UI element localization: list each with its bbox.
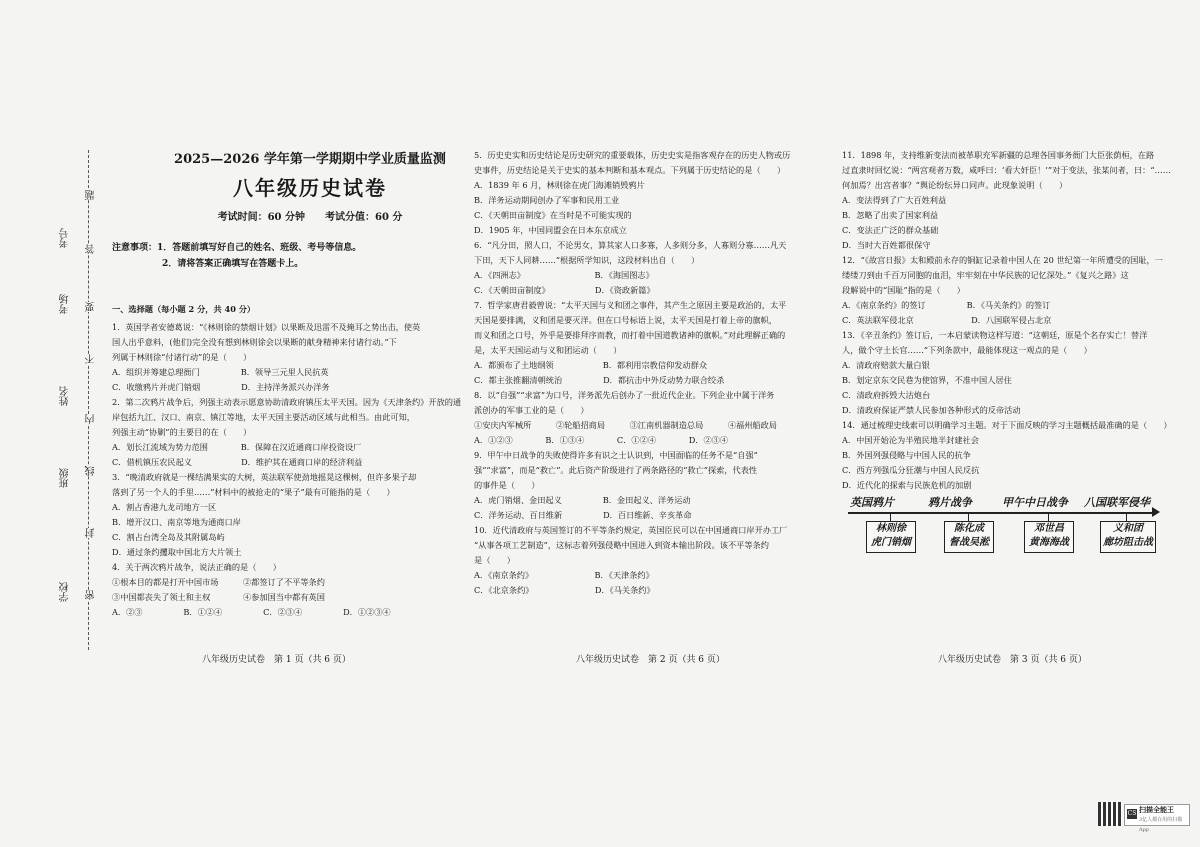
binding-label-room: 考场 bbox=[60, 294, 71, 314]
question-line: D．通过条约攫取中国北方大片领土 bbox=[112, 547, 242, 557]
column-2-lines bbox=[474, 148, 790, 597]
question-line: 下田，天下人同耕……”根据所学知识，这段材料出自（ ） bbox=[474, 255, 700, 265]
page-footer-3: 八年级历史试卷 第 3 页（共 6 页） bbox=[938, 655, 1087, 665]
section-title: 一、选择题（每小题 2 分，共 40 分） bbox=[112, 304, 256, 314]
binding-label-school: 学校 bbox=[60, 582, 71, 602]
scanner-brand: 扫描全能王 bbox=[1139, 805, 1174, 814]
question-line: A．《四洲志》 B．《海国图志》 bbox=[474, 270, 654, 280]
question-line: 列属于林则徐“付诸行动”的是（ ） bbox=[112, 352, 252, 362]
question-line: 缕缕刀到由千百万同胞的血泪，牢牢刻在中华民族的记忆深处。”《复兴之路》这 bbox=[842, 270, 1129, 280]
question-line: B．忽略了出卖了国家利益 bbox=[842, 210, 939, 220]
seal-char: 要 bbox=[86, 302, 97, 312]
question-line: B．洋务运动期间创办了军事和民用工业 bbox=[474, 195, 620, 205]
question-line: 14．通过梳理史线索可以明确学习主题。对于下面反映的学习主题概括最准确的是（ ） bbox=[842, 420, 1172, 430]
question-line: A．清政府赔款大量白银 bbox=[842, 360, 930, 370]
timeline-stem bbox=[890, 512, 891, 521]
question-line: 强”“求富”，而是“救亡”。此后资产阶级进行了两条路径的“救亡”探索，代表性 bbox=[474, 465, 758, 475]
question-line: B．划定京东交民巷为使馆界，不准中国人居住 bbox=[842, 375, 1012, 385]
exam-subtitle: 八年级历史试卷 bbox=[233, 176, 387, 200]
seal-char: 密 bbox=[86, 590, 97, 600]
question-line: C．借机镇压农民起义 D．维护其在通商口岸的经济利益 bbox=[112, 457, 363, 467]
question-line: 段解说中的“国耻”指的是（ ） bbox=[842, 285, 965, 295]
timeline-box: 义和团 廊坊阻击战 bbox=[1100, 521, 1156, 553]
question-line: C．《北京条约》 D．《马关条约》 bbox=[474, 585, 655, 595]
question-line: 而义和团之口号，外乎是要排拜序而教，而打着中国道教诸神的旗帜。”对此理解正确的 bbox=[474, 330, 786, 340]
exam-title: 2025—2026 学年第一学期期中学业质量监测 bbox=[174, 152, 446, 167]
timeline-stem bbox=[1126, 512, 1127, 521]
page-footer-1: 八年级历史试卷 第 1 页（共 6 页） bbox=[202, 655, 351, 665]
scanner-tagline: 3亿人都在用的扫描App bbox=[1139, 817, 1183, 833]
question-line: A．《南京条约》的签订 B．《马关条约》的签订 bbox=[842, 300, 1051, 310]
seal-line bbox=[88, 150, 89, 650]
notice-item: 1．答题前填写好自己的姓名、班级、考号等信息。 bbox=[157, 243, 362, 253]
timeline-box: 陈化成 督战吴淞 bbox=[944, 521, 994, 553]
question-line: 13．《辛丑条约》签订后，一本启蒙读物这样写道：“这朝廷，原是个名存实亡！替洋 bbox=[842, 330, 1148, 340]
question-line: A．变法得到了广大百姓利益 bbox=[842, 195, 947, 205]
question-line: A．②③ B．①②④ C．②③④ D．①②③④ bbox=[112, 607, 391, 617]
question-line: 11．1898 年，支持维新变法而被革职充军新疆的总理各国事务衙门大臣张荫桓，在路 bbox=[842, 150, 1155, 160]
question-line: 是（ ） bbox=[474, 555, 515, 565]
question-line: 史事件，历史结论是关于史实的基本判断和基本观点。下列属于历史结论的是（ ） bbox=[474, 165, 786, 175]
camscanner-logo-icon: CS bbox=[1127, 810, 1137, 817]
column-1 bbox=[112, 302, 461, 620]
question-line: 4．关于两次鸦片战争，说法正确的是（ ） bbox=[112, 562, 281, 572]
timeline-event: 八国联军侵华 bbox=[1084, 496, 1150, 509]
question-line: 天国是要排满，义和团是要灭洋。但在口号标语上说，太平天国是打着上帝的旗帜， bbox=[474, 315, 777, 325]
question-line: A．组织并筹建总理衙门 B．领导三元里人民抗英 bbox=[112, 367, 329, 377]
question-line: C．清政府拆毁大沽炮台 bbox=[842, 390, 931, 400]
question-line: C．《天朝田亩制度》 D．《资政新篇》 bbox=[474, 285, 655, 295]
question-line: ①安庆内军械所 ②轮船招商局 ③江南机器制造总局 ④福州船政局 bbox=[474, 420, 777, 430]
question-line: C．收缴鸦片并虎门销烟 D．主持洋务派兴办洋务 bbox=[112, 382, 330, 392]
question-line: C．《天朝田亩制度》在当时是不可能实现的 bbox=[474, 210, 632, 220]
question-line: B．外国列强侵略与中国人民的抗争 bbox=[842, 450, 971, 460]
question-line: 2．第二次鸦片战争后，列强主动表示愿意协助清政府镇压太平天国。因为《天津条约》开放的通 bbox=[112, 397, 462, 407]
question-line: 落到了另一个人的手里……”材料中的被抢走的“果子”最有可能指的是（ ） bbox=[112, 487, 395, 497]
question-line: A．《南京条约》 B．《天津条约》 bbox=[474, 570, 654, 580]
question-line: 的事件是（ ） bbox=[474, 480, 540, 490]
question-line: 9．甲午中日战争的失败使得许多有识之士认识到，中国面临的任务不是“自强” bbox=[474, 450, 758, 460]
question-line: A．1839 年 6 月，林则徐在虎门海滩销毁鸦片 bbox=[474, 180, 645, 190]
question-line: 6．“凡分田，照人口，不论男女，算其家人口多寡，人多则分多，人寡则分寡……凡天 bbox=[474, 240, 787, 250]
question-line: 5．历史史实和历史结论是历史研究的重要载体，历史史实是指客观存在的历史人物或历 bbox=[474, 150, 791, 160]
question-line: 人，做个守土长官……”下列条款中，最能体现这一观点的是（ ） bbox=[842, 345, 1092, 355]
page-footer-2: 八年级历史试卷 第 2 页（共 6 页） bbox=[576, 655, 725, 665]
question-line: 派创办的军事工业的是（ ） bbox=[474, 405, 589, 415]
question-line: D．当时大百姓都很保守 bbox=[842, 240, 931, 250]
seal-char: 答 bbox=[86, 244, 97, 254]
timeline-event: 鸦片战争 bbox=[928, 496, 972, 509]
question-line: C．割占台湾全岛及其附属岛屿 bbox=[112, 532, 225, 542]
question-line: 3．“晚清政府就是一棵结满果实的大树，英法联军使劲地摇晃这棵树，但许多果子却 bbox=[112, 472, 417, 482]
column-1-lines bbox=[112, 320, 461, 619]
timeline-arrow bbox=[1152, 507, 1160, 517]
timeline-box: 邓世昌 黄海海战 bbox=[1024, 521, 1074, 553]
timeline-stem bbox=[968, 512, 969, 521]
question-line: A．中国开始沦为半殖民地半封建社会 bbox=[842, 435, 979, 445]
notice-block bbox=[112, 240, 361, 272]
seal-char: 不 bbox=[86, 354, 97, 364]
seal-char: 内 bbox=[86, 414, 97, 424]
question-line: C．变法正广泛的群众基础 bbox=[842, 225, 939, 235]
timeline-axis bbox=[848, 512, 1153, 514]
seal-char: 题 bbox=[86, 190, 97, 200]
question-line: 是，太平天国运动与义和团运动（ ） bbox=[474, 345, 622, 355]
binding-label-name: 姓名 bbox=[60, 386, 71, 406]
exam-info: 考试时间：60 分钟 考试分值：60 分 bbox=[217, 212, 403, 223]
question-line: A．划长江流域为势力范围 B．保障在汉近通商口岸投资设厂 bbox=[112, 442, 362, 452]
question-line: 何加焉？出宫者事？”舆论纷纭异口同声。此现象说明（ ） bbox=[842, 180, 1068, 190]
question-line: D．近代化的探索与民族危机的加剧 bbox=[842, 480, 972, 490]
scanner-watermark bbox=[1124, 804, 1190, 833]
question-line: 国人出乎意料，(他们)完全没有想到林则徐会以果断的献身精神来付诸行动。”下 bbox=[112, 337, 397, 347]
question-line: C．西方列强瓜分狂潮与中国人民反抗 bbox=[842, 465, 980, 475]
seal-char: 线 bbox=[86, 466, 97, 476]
question-line: ③中国都丧失了领土和主权 ④参加国当中都有英国 bbox=[112, 592, 325, 602]
binding-label-class: 班级 bbox=[60, 468, 71, 488]
timeline-stem bbox=[1048, 512, 1049, 521]
question-line: A．割占香港九龙司地方一区 bbox=[112, 502, 217, 512]
question-line: 7．哲学家唐君毅曾说：“太平天国与义和团之事件，其产生之原因主要是政治的，太平 bbox=[474, 300, 787, 310]
question-line: 12．“《故宫日报》太和殿前永存的铜缸记录着中国人在 20 世纪第一年所遭受的国耻，一 bbox=[842, 255, 1163, 265]
question-line: ①根本目的都是打开中国市场 ②都签订了不平等条约 bbox=[112, 577, 325, 587]
binding-label-id: 考号 bbox=[60, 228, 71, 248]
seal-char: 封 bbox=[86, 528, 97, 538]
notice-label: 注意事项： bbox=[112, 243, 158, 253]
timeline-event: 英国鸦片 bbox=[850, 496, 894, 509]
question-line: 列强主动“协剿”的主要目的在（ ） bbox=[112, 427, 252, 437]
question-line: C．英法联军侵北京 D．八国联军侵占北京 bbox=[842, 315, 1052, 325]
question-line: 1．英国学者安德葛说：“《林则徐的禁烟计划》以果断及迅雷不及掩耳之势出击，使英 bbox=[112, 322, 421, 332]
question-line: A．虎门销烟、金田起义 B．金田起义、洋务运动 bbox=[474, 495, 691, 505]
question-line: D．清政府保证严禁人民参加各种形式的反帝活动 bbox=[842, 405, 1021, 415]
question-line: D．1905 年，中国同盟会在日本东京成立 bbox=[474, 225, 627, 235]
question-line: B．增开汉口、南京等地为通商口岸 bbox=[112, 517, 241, 527]
binding-strip bbox=[18, 150, 98, 650]
question-line: C．洋务运动、百日维新 D．百日维新、辛亥革命 bbox=[474, 510, 692, 520]
question-line: 8．以“自强”“求富”为口号，洋务派先后创办了一批近代企业。下列企业中属于洋务 bbox=[474, 390, 775, 400]
column-3 bbox=[842, 148, 1172, 493]
question-line: C．都主张推翻清朝统治 D．都抗击中外反动势力联合绞杀 bbox=[474, 375, 725, 385]
question-line: “从事各项工艺制造”，这标志着列强侵略中国进入到资本输出阶段。该不平等条约 bbox=[474, 540, 769, 550]
question-line: A．都颁布了土地纲领 B．都利用宗教信仰发动群众 bbox=[474, 360, 707, 370]
question-line: 岸包括九江、汉口、南京、镇江等地，太平天国主要活动区域与此相当。由此可知， bbox=[112, 412, 415, 422]
notice-item: 2．请将答案正确填写在答题卡上。 bbox=[162, 259, 304, 269]
timeline-event: 甲午中日战争 bbox=[1002, 496, 1068, 509]
timeline-figure bbox=[848, 494, 1160, 564]
question-line: 过直隶时回忆说：“两宫观者万数，咸呼曰：‘看大奸臣！’”对于变法，张某问者，曰：“…… bbox=[842, 165, 1171, 175]
qr-code-icon bbox=[1098, 802, 1122, 826]
column-2 bbox=[474, 148, 790, 598]
question-line: 10．近代清政府与英国签订的不平等条约规定，英国臣民可以在中国通商口岸开办工厂 bbox=[474, 525, 788, 535]
column-3-lines bbox=[842, 148, 1172, 492]
question-line: A．①②③ B．①③④ C．①②④ D．②③④ bbox=[474, 435, 729, 445]
timeline-box: 林则徐 虎门销烟 bbox=[866, 521, 916, 553]
